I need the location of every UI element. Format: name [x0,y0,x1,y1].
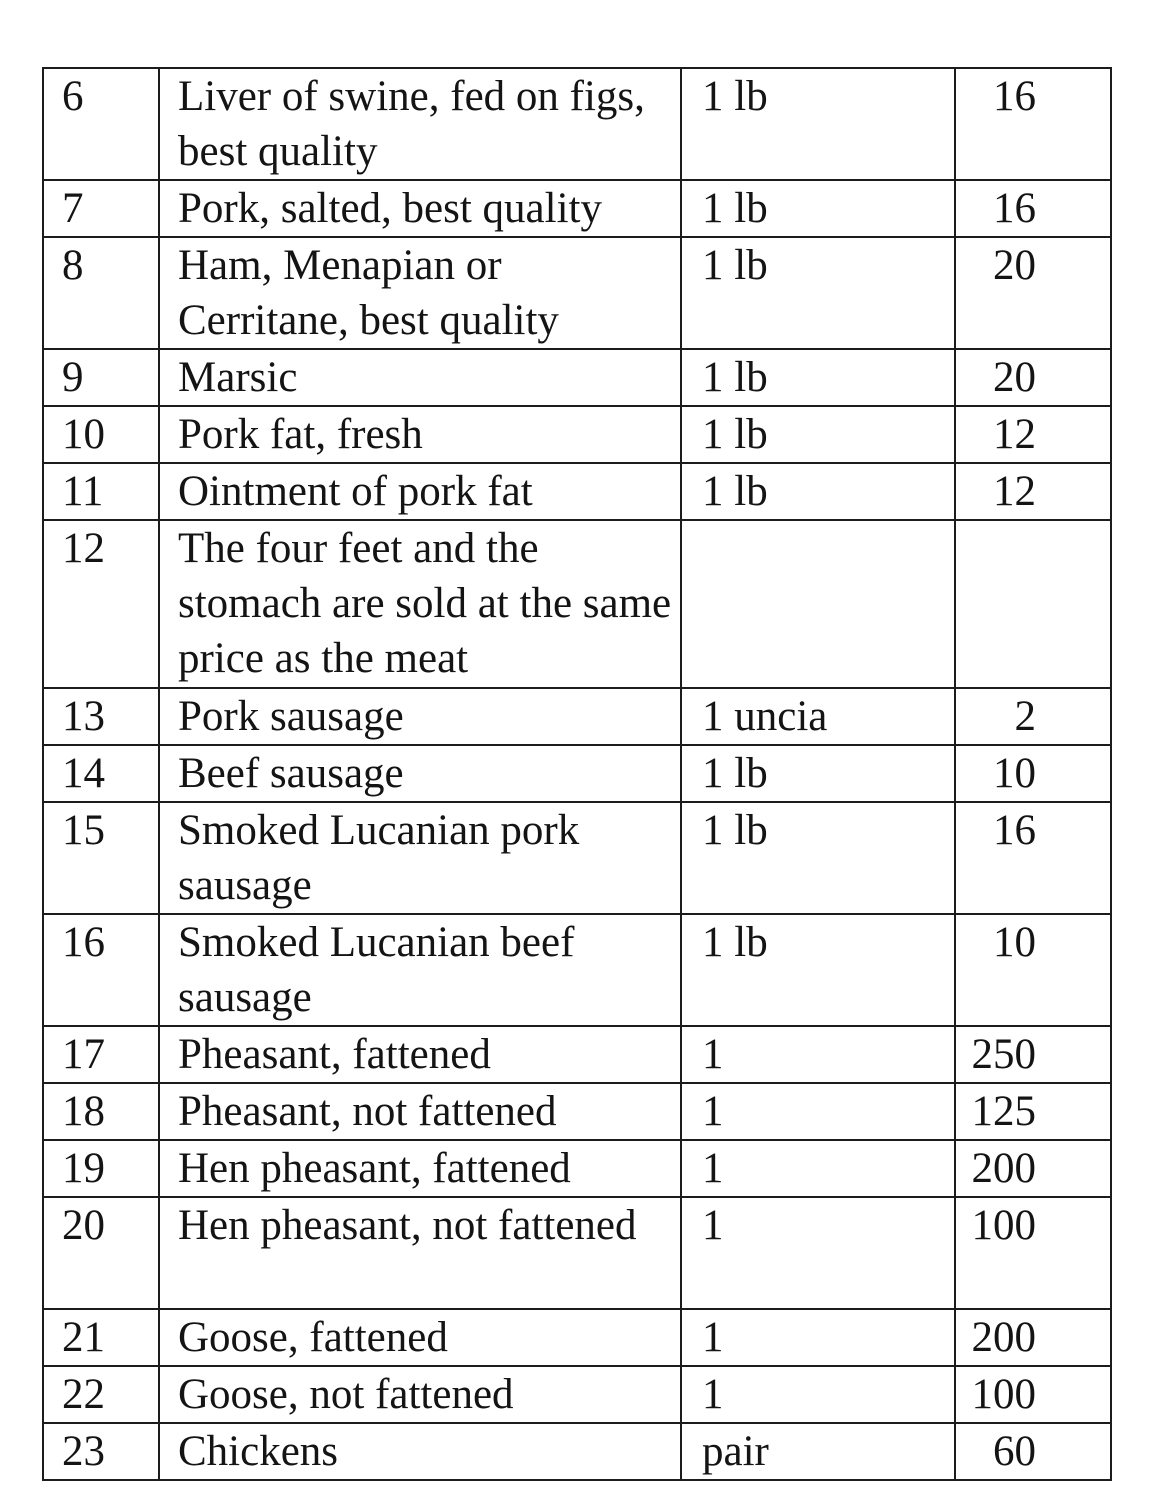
item-price: 16 [955,802,1111,914]
table-row [43,745,1111,802]
table-row [43,1423,1111,1480]
row-number: 17 [43,1026,159,1083]
item-description: Goose, not fattened [159,1366,681,1423]
item-quantity: 1 lb [681,237,955,349]
table-row [43,1140,1111,1197]
item-price: 20 [955,237,1111,349]
item-price: 20 [955,349,1111,406]
item-price: 10 [955,914,1111,1026]
item-price: 12 [955,406,1111,463]
item-description: Beef sausage [159,745,681,802]
item-price [955,520,1111,688]
row-number: 14 [43,745,159,802]
row-number: 7 [43,180,159,237]
item-quantity: 1 lb [681,349,955,406]
table-row [43,914,1111,1026]
item-description: Hen pheasant, not fattened [159,1197,681,1309]
item-quantity: 1 [681,1026,955,1083]
row-number: 19 [43,1140,159,1197]
table-row [43,68,1111,180]
row-number: 21 [43,1309,159,1366]
item-quantity: 1 lb [681,802,955,914]
item-quantity: pair [681,1423,955,1480]
table-row [43,520,1111,688]
row-number: 9 [43,349,159,406]
item-price: 16 [955,68,1111,180]
table-row [43,1309,1111,1366]
item-quantity: 1 [681,1197,955,1309]
item-price: 100 [955,1197,1111,1309]
row-number: 10 [43,406,159,463]
item-price: 200 [955,1309,1111,1366]
row-number: 13 [43,688,159,745]
item-description: Smoked Lucanian beef sausage [159,914,681,1026]
item-description: Goose, fattened [159,1309,681,1366]
item-quantity: 1 [681,1140,955,1197]
row-number: 23 [43,1423,159,1480]
item-quantity: 1 lb [681,68,955,180]
item-price: 12 [955,463,1111,520]
item-quantity: 1 [681,1309,955,1366]
table-row [43,1083,1111,1140]
row-number: 18 [43,1083,159,1140]
item-quantity: 1 [681,1083,955,1140]
item-description: Marsic [159,349,681,406]
table-row [43,1197,1111,1309]
item-description: Pork fat, fresh [159,406,681,463]
item-price: 16 [955,180,1111,237]
item-description: Liver of swine, fed on figs, best quality [159,68,681,180]
table-row [43,237,1111,349]
item-description: Pheasant, fattened [159,1026,681,1083]
item-quantity: 1 lb [681,914,955,1026]
item-quantity: 1 uncia [681,688,955,745]
table-row [43,688,1111,745]
item-description: Smoked Lucanian pork sausage [159,802,681,914]
row-number: 12 [43,520,159,688]
item-quantity: 1 lb [681,745,955,802]
item-description: Pork, salted, best quality [159,180,681,237]
item-quantity: 1 [681,1366,955,1423]
row-number: 16 [43,914,159,1026]
item-description: Ham, Menapian or Cerritane, best quality [159,237,681,349]
item-price: 125 [955,1083,1111,1140]
row-number: 20 [43,1197,159,1309]
item-description: Hen pheasant, fattened [159,1140,681,1197]
table-row [43,349,1111,406]
item-price: 10 [955,745,1111,802]
price-table [42,67,1112,1481]
item-description: Ointment of pork fat [159,463,681,520]
table-row [43,1366,1111,1423]
item-price: 250 [955,1026,1111,1083]
row-number: 6 [43,68,159,180]
table-row [43,1026,1111,1083]
item-description: The four feet and the stomach are sold at the same price as the meat [159,520,681,688]
row-number: 8 [43,237,159,349]
table-row [43,802,1111,914]
row-number: 22 [43,1366,159,1423]
item-quantity: 1 lb [681,406,955,463]
item-price: 60 [955,1423,1111,1480]
row-number: 11 [43,463,159,520]
table-row [43,406,1111,463]
item-description: Pheasant, not fattened [159,1083,681,1140]
item-description: Chickens [159,1423,681,1480]
table-row [43,180,1111,237]
item-price: 100 [955,1366,1111,1423]
item-quantity: 1 lb [681,180,955,237]
item-quantity: 1 lb [681,463,955,520]
item-price: 2 [955,688,1111,745]
item-quantity [681,520,955,688]
item-description: Pork sausage [159,688,681,745]
row-number: 15 [43,802,159,914]
item-price: 200 [955,1140,1111,1197]
table-row [43,463,1111,520]
